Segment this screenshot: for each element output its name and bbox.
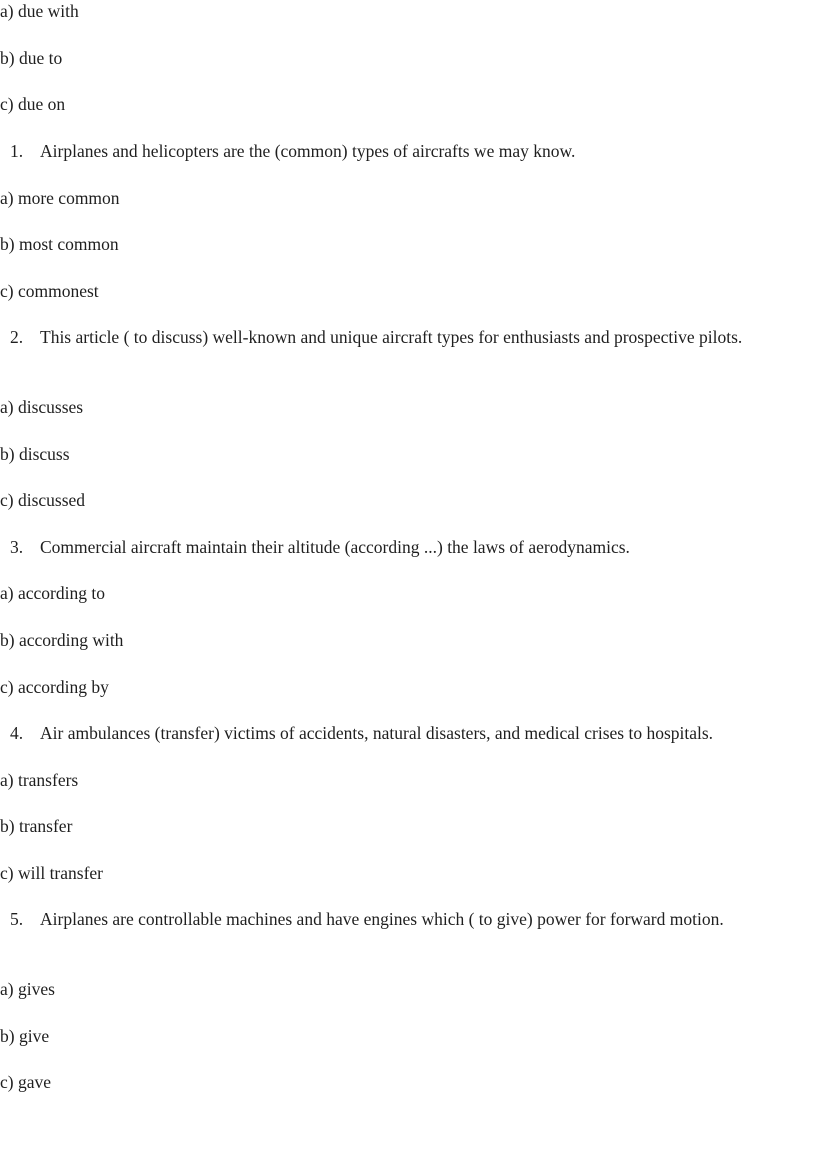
option-b: b) due to (0, 48, 63, 68)
question-text: Airplanes and helicopters are the (common) types of aircrafts we may know. (40, 141, 576, 161)
question-number: 1. (10, 141, 24, 161)
option-a: a) more common (0, 188, 120, 208)
question-text: Air ambulances (transfer) victims of accidents, natural disasters, and medical crises to hospitals. (40, 723, 714, 743)
option-b: b) give (0, 1026, 50, 1046)
question-5 (0, 908, 816, 931)
option-c: c) due on (0, 94, 66, 114)
question-text: This article ( to discuss) well-known and unique aircraft types for enthusiasts and prospective pilots. (40, 327, 743, 347)
option-b: b) discuss (0, 444, 70, 464)
option-b: b) most common (0, 234, 119, 254)
option-c: c) discussed (0, 490, 86, 510)
option-a: a) transfers (0, 770, 79, 790)
option-a: a) due with (0, 1, 79, 21)
question-3 (0, 536, 816, 559)
question-number: 5. (10, 909, 24, 929)
option-b: b) according with (0, 630, 124, 650)
question-2 (0, 326, 816, 349)
option-c: c) commonest (0, 281, 99, 301)
question-4 (0, 722, 816, 745)
option-b: b) transfer (0, 816, 73, 836)
option-c: c) according by (0, 677, 109, 697)
question-text: Commercial aircraft maintain their altitude (according ...) the laws of aerodynamics. (40, 537, 630, 557)
question-number: 4. (10, 723, 24, 743)
question-number: 2. (10, 327, 24, 347)
question-text: Airplanes are controllable machines and have engines which ( to give) power for forward motion. (40, 909, 724, 929)
question-1 (0, 140, 816, 163)
option-c: c) gave (0, 1072, 52, 1092)
option-a: a) gives (0, 979, 55, 999)
question-number: 3. (10, 537, 24, 557)
option-a: a) according to (0, 583, 105, 603)
option-a: a) discusses (0, 397, 84, 417)
option-c: c) will transfer (0, 863, 104, 883)
